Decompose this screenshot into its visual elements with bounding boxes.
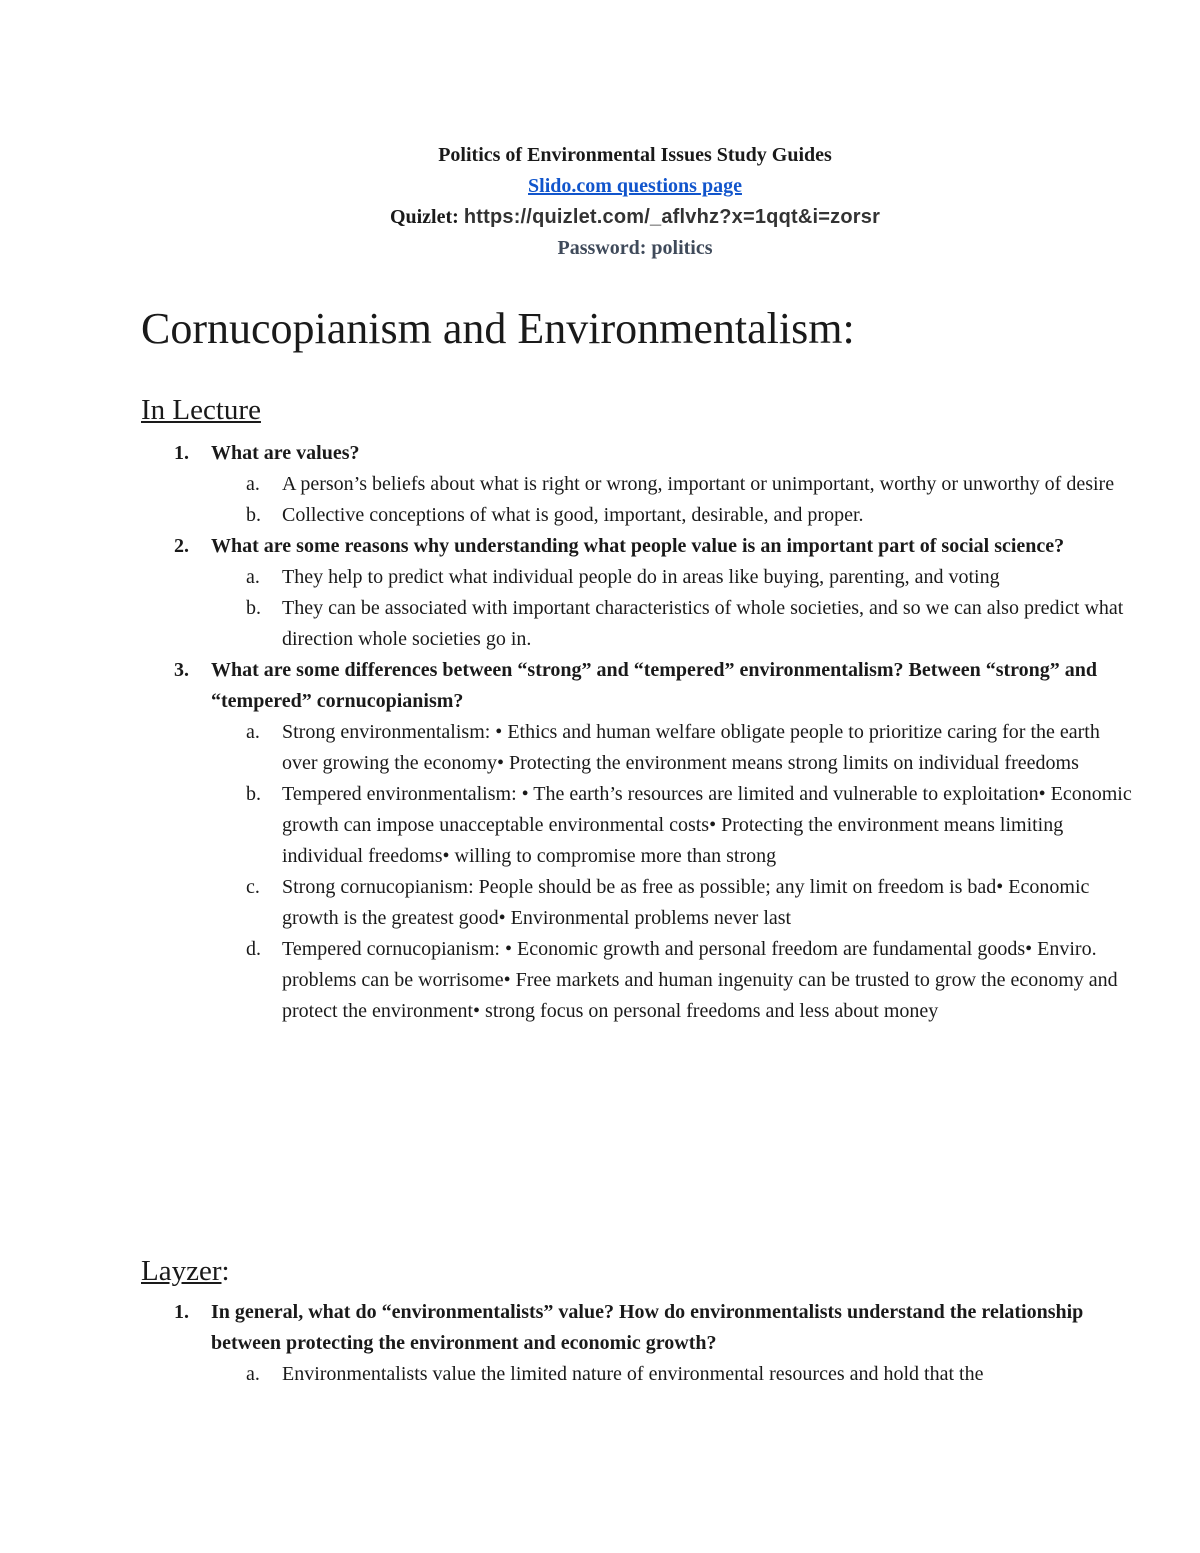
layzer-heading [141, 1253, 230, 1289]
list-item [0, 1359, 1132, 1390]
layzer-questions [0, 1297, 1200, 1390]
list-item [0, 469, 1132, 500]
answer-text: They help to predict what individual people do in areas like buying, parenting, and voting [282, 566, 1000, 588]
answer-letter: d. [246, 938, 261, 960]
answer-letter: a. [246, 721, 260, 743]
answer-letter: b. [246, 504, 261, 526]
question-number: 2. [174, 535, 189, 557]
list-item [0, 1297, 1141, 1359]
question-number: 3. [174, 659, 189, 681]
list-item [0, 934, 1132, 1027]
question-text: What are values? [211, 442, 360, 464]
document-title: Politics of Environmental Issues Study Guides [438, 144, 832, 166]
document-header [0, 140, 1200, 264]
list-item [0, 779, 1132, 872]
question-text: In general, what do “environmentalists” value? How do environmentalists understand the relationship between protecting the environment and economic growth? [211, 1301, 1084, 1354]
list-item [0, 872, 1132, 934]
quizlet-url: https://quizlet.com/_aflvhz?x=1qqt&i=zorsr [463, 206, 881, 228]
layzer-heading-label: Layzer [141, 1255, 222, 1287]
question-text: What are some reasons why understanding what people value is an important part of social science? [211, 535, 1065, 557]
answer-text: Strong environmentalism: • Ethics and human welfare obligate people to prioritize caring for the earth over growing the economy• Protecting the environment means strong limits on individual freedoms [282, 721, 1100, 774]
list-item [0, 531, 1141, 562]
question-text: What are some differences between “strong” and “tempered” environmentalism? Between “strong” and “tempered” cornucopianism? [211, 659, 1098, 712]
list-item [0, 500, 1132, 531]
answer-letter: a. [246, 473, 260, 495]
layzer-heading-colon: : [221, 1255, 230, 1287]
answer-letter: a. [246, 1363, 260, 1385]
answer-text: Strong cornucopianism: People should be as free as possible; any limit on freedom is bad• Economic growth is the greatest good• Environmental problems never last [282, 876, 1090, 929]
section-heading: Cornucopianism and Environmentalism: [141, 304, 855, 353]
lecture-questions [0, 438, 1200, 1027]
quizlet-label: Quizlet: [389, 206, 459, 228]
answer-letter: c. [246, 876, 260, 898]
password-text: Password: politics [557, 237, 713, 259]
answer-letter: b. [246, 597, 261, 619]
answer-text: They can be associated with important characteristics of whole societies, and so we can also predict what direction whole societies go in. [282, 597, 1124, 650]
answer-text: Tempered cornucopianism: • Economic growth and personal freedom are fundamental goods• Enviro. problems can be worrisome• Free markets and human ingenuity can be trusted to grow the economy and protect the environment• strong focus on personal freedoms and less about money [282, 938, 1118, 1022]
answer-text: Collective conceptions of what is good, important, desirable, and proper. [282, 504, 864, 526]
lecture-heading-label: In Lecture [141, 394, 261, 426]
answer-letter: b. [246, 783, 261, 805]
list-item [0, 593, 1132, 655]
answer-letter: a. [246, 566, 260, 588]
question-number: 1. [174, 442, 189, 464]
slido-link[interactable]: Slido.com questions page [528, 175, 742, 197]
answer-text: A person’s beliefs about what is right or wrong, important or unimportant, worthy or unworthy of desire [282, 473, 1115, 495]
lecture-heading [141, 392, 261, 428]
list-item [0, 438, 1141, 469]
list-item [0, 562, 1132, 593]
list-item [0, 717, 1132, 779]
answer-text: Environmentalists value the limited nature of environmental resources and hold that the [282, 1363, 984, 1385]
question-number: 1. [174, 1301, 189, 1323]
answer-text: Tempered environmentalism: • The earth’s resources are limited and vulnerable to exploitation• Economic growth can impose unacceptable environmental costs• Protecting the environment means limiting individual freedoms• willing to compromise more than strong [282, 783, 1132, 867]
list-item [0, 655, 1141, 717]
